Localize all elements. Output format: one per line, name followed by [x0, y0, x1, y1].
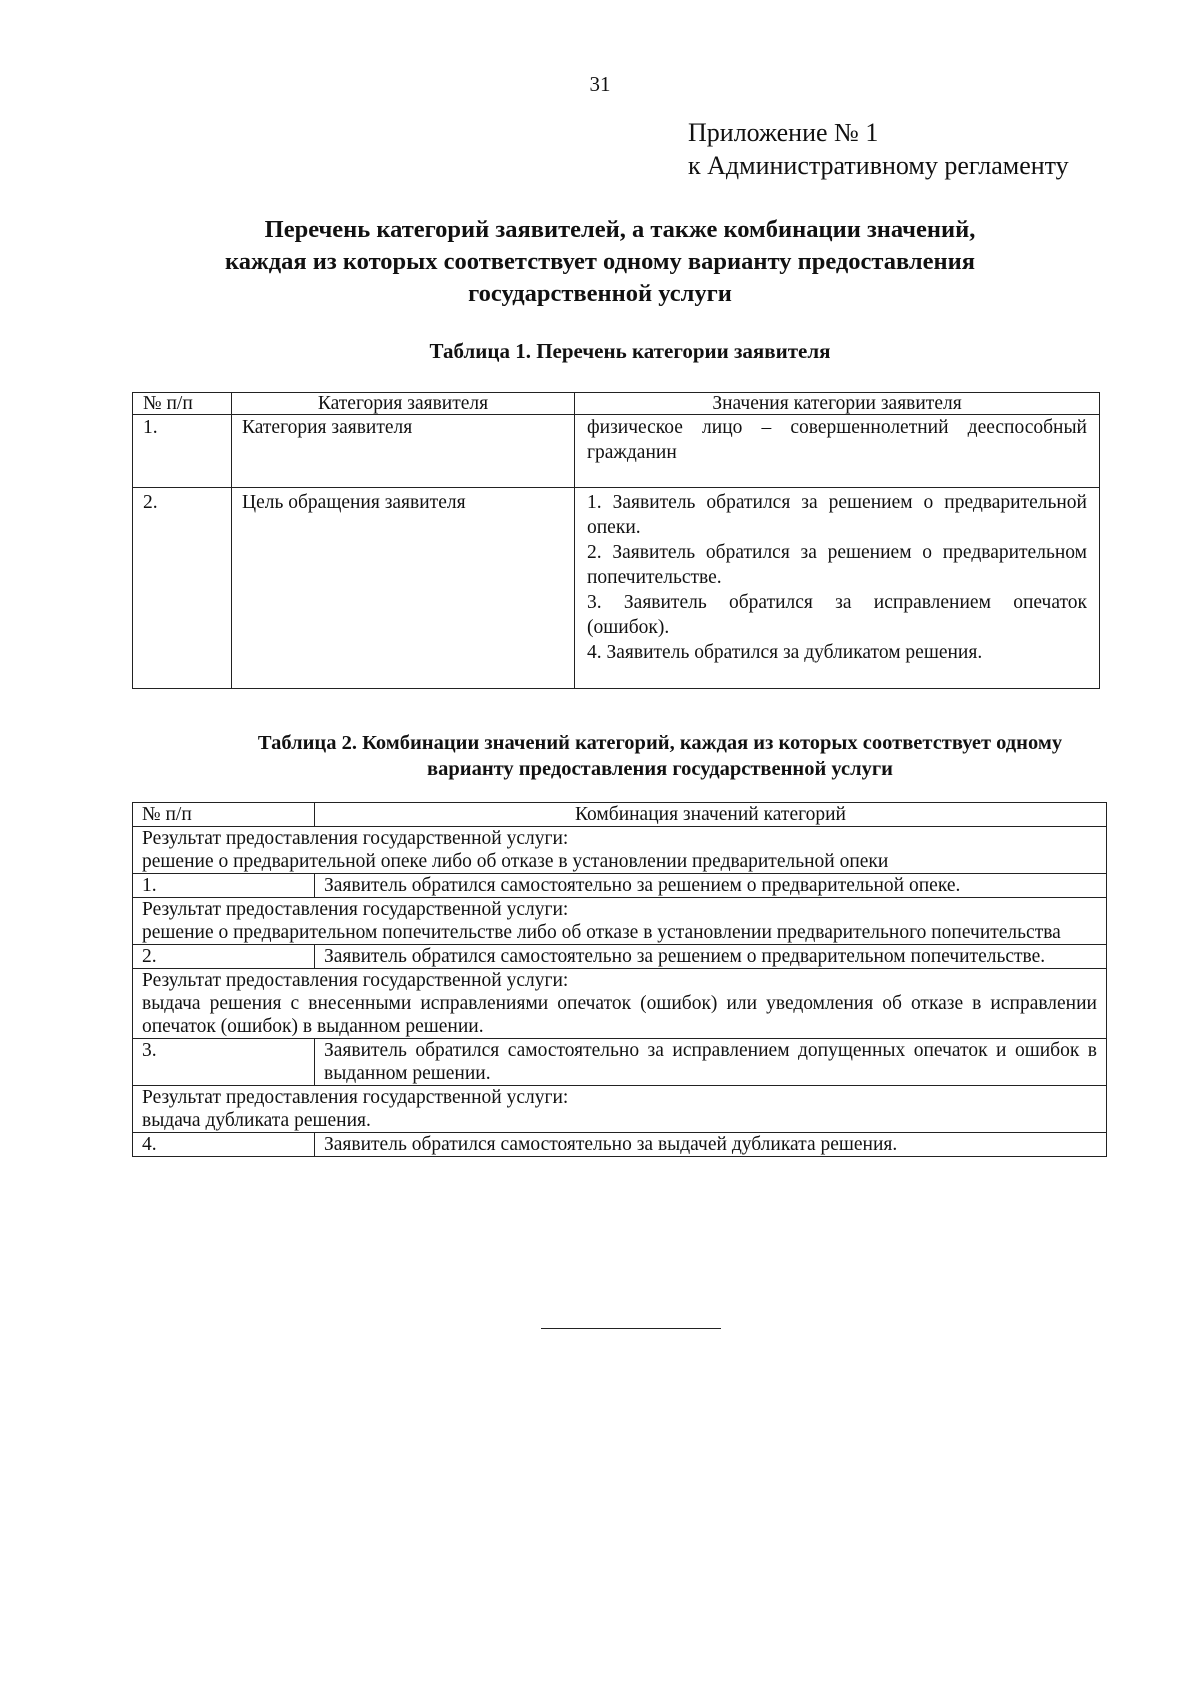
result-text: выдача решения с внесенными исправлениями опечаток (ошибок) или уведомления об отказе в исправлении опечаток (ошибок) в выданном решении. — [142, 993, 1097, 1037]
value-item: 4. Заявитель обратился за дубликатом решения. — [587, 642, 983, 663]
appendix-line-2: к Административному регламенту — [688, 151, 1069, 180]
header-number: № п/п — [133, 393, 232, 415]
value-item: 2. Заявитель обратился за решением о предварительном попечительстве. — [587, 542, 1087, 588]
result-cell — [133, 969, 1107, 1039]
row-values: физическое лицо – совершеннолетний дееспособный гражданин — [575, 415, 1100, 488]
row-number: 2. — [133, 488, 232, 689]
table-row — [133, 1039, 1107, 1086]
result-text: выдача дубликата решения. — [142, 1110, 371, 1131]
table-row — [133, 1133, 1107, 1157]
row-number: 1. — [133, 874, 315, 898]
result-cell — [133, 1086, 1107, 1133]
result-cell — [133, 827, 1107, 874]
appendix-line-1: Приложение № 1 — [688, 118, 879, 147]
page-number: 31 — [589, 72, 611, 96]
header-values: Значения категории заявителя — [575, 393, 1100, 415]
result-text: решение о предварительной опеке либо об отказе в установлении предварительной опеки — [142, 851, 889, 872]
table-header-row — [133, 803, 1107, 827]
result-row — [133, 898, 1107, 945]
row-combination: Заявитель обратился самостоятельно за выдачей дубликата решения. — [315, 1133, 1107, 1157]
value-item: 1. Заявитель обратился за решением о предварительной опеки. — [587, 492, 1087, 538]
table-row — [133, 874, 1107, 898]
result-text: решение о предварительном попечительстве либо об отказе в установлении предварительного попечительства — [142, 922, 1061, 943]
table-row — [133, 945, 1107, 969]
row-combination: Заявитель обратился самостоятельно за исправлением допущенных опечаток и ошибок в выданном решении. — [315, 1039, 1107, 1086]
row-number: 1. — [133, 415, 232, 488]
result-label: Результат предоставления государственной услуги: — [142, 970, 569, 991]
table1-caption: Таблица 1. Перечень категории заявителя — [429, 339, 831, 363]
row-category: Категория заявителя — [232, 415, 575, 488]
row-combination: Заявитель обратился самостоятельно за решением о предварительной опеке. — [315, 874, 1107, 898]
appendix-reference — [688, 116, 1069, 182]
value-item: 3. Заявитель обратился за исправлением опечаток (ошибок). — [587, 592, 1087, 638]
row-number: 3. — [133, 1039, 315, 1086]
table2-caption-line-1: Таблица 2. Комбинации значений категорий, каждая из которых соответствует одному — [257, 732, 1063, 754]
result-label: Результат предоставления государственной услуги: — [142, 828, 569, 849]
table2-caption-line-2: варианту предоставления государственной услуги — [427, 758, 893, 780]
title-line-2: каждая из которых соответствует одному варианту предоставления — [224, 248, 976, 275]
table2-caption — [220, 730, 1100, 782]
header-combination: Комбинация значений категорий — [315, 803, 1107, 827]
title-line-3: государственной услуги — [468, 280, 732, 307]
row-category: Цель обращения заявителя — [232, 488, 575, 689]
document-title — [150, 214, 1050, 310]
result-row — [133, 1086, 1107, 1133]
applicant-categories-table — [132, 392, 1100, 689]
table-row — [133, 415, 1100, 488]
result-row — [133, 827, 1107, 874]
row-number: 4. — [133, 1133, 315, 1157]
closing-divider — [541, 1328, 721, 1329]
row-values — [575, 488, 1100, 689]
table-row — [133, 488, 1100, 689]
row-number: 2. — [133, 945, 315, 969]
title-line-1: Перечень категорий заявителей, а также комбинации значений, — [264, 216, 976, 243]
table-header-row — [133, 393, 1100, 415]
result-row — [133, 969, 1107, 1039]
header-number: № п/п — [133, 803, 315, 827]
header-category: Категория заявителя — [232, 393, 575, 415]
category-combinations-table — [132, 802, 1107, 1157]
result-label: Результат предоставления государственной услуги: — [142, 1087, 569, 1108]
result-label: Результат предоставления государственной услуги: — [142, 899, 569, 920]
result-cell — [133, 898, 1107, 945]
row-combination: Заявитель обратился самостоятельно за решением о предварительном попечительстве. — [315, 945, 1107, 969]
